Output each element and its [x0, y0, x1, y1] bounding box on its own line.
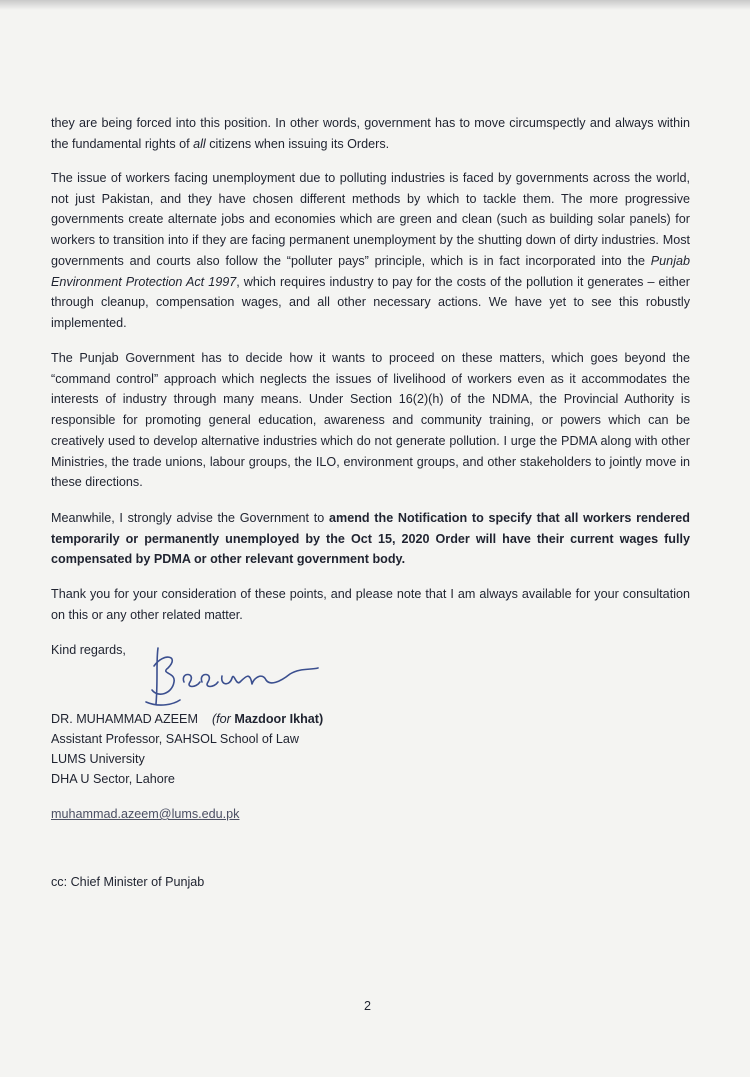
paragraph-advice-bold: amend the Notification to specify that all workers rendered temporarily or permanently unemployed by the Oct 15, 2020 Order will have their current wages fully compensated by PDMA or other relevant government body.	[51, 511, 691, 567]
paragraph-rights	[51, 113, 690, 154]
paragraph-unemployment-text: The issue of workers facing unemployment due to polluting industries is faced by governments across the world, not just Pakistan, and they have chosen different methods by which to tackle them. The more progressive governments create alternate jobs and economies which are green and clean (such as building solar panels) for workers to transition into if they are facing permanent unemployment by the shutting down of dirty industries. Most governments and courts also follow the “polluter pays” principle, which is in fact incorporated into the	[51, 171, 690, 268]
signature-image	[140, 642, 340, 712]
paragraph-rights-text-end: citizens when issuing its Orders.	[205, 136, 390, 151]
paragraph-rights-text: they are being forced into this position. In other words, government has to move circumspectly and always within the fundamental rights of	[51, 116, 690, 151]
signatory-name: DR. MUHAMMAD AZEEM	[51, 712, 198, 726]
page-top-edge	[0, 0, 750, 10]
signatory-address: DHA U Sector, Lahore	[51, 772, 175, 786]
cc-line: cc: Chief Minister of Punjab	[51, 875, 205, 889]
signatory-university: LUMS University	[51, 752, 145, 766]
signatory-for: (for	[211, 712, 231, 726]
page-number: 2	[364, 999, 372, 1013]
paragraph-punjab-government: The Punjab Government has to decide how it wants to proceed on these matters, which goes beyond the “command control” approach which neglects the issues of livelihood of workers even as it accommodates the interests of industry through many means. Under Section 16(2)(h) of the NDMA, the Provincial Authority is responsible for promoting general education, awareness and community training, or powers which can be creatively used to develop alternative industries which do not generate pollution. I urge the PDMA along with other Ministries, the trade unions, labour groups, the ILO, environment groups, and other stakeholders to jointly move in these directions.	[51, 351, 690, 490]
email-link[interactable]: muhammad.azeem@lums.edu.pk	[51, 807, 240, 821]
paragraph-unemployment-text-end: , which requires industry to pay for the costs of the pollution it generates – either through cleanup, compensation wages, and all other necessary actions. We have yet to see this robustly implemented.	[51, 274, 690, 330]
signatory-org: Mazdoor Ikhat)	[234, 712, 324, 726]
paragraph-advice-text: Meanwhile, I strongly advise the Government to	[51, 511, 329, 525]
paragraph-rights-italic: all	[193, 136, 206, 151]
paragraph-unemployment	[51, 168, 690, 334]
act-title-italic: Punjab Environment Protection Act 1997	[51, 253, 690, 289]
paragraph-advice	[51, 508, 690, 570]
signatory-line	[51, 709, 323, 729]
paragraph-thanks: Thank you for your consideration of these points, and please note that I am always available for your consultation on this or any other related matter.	[51, 587, 690, 622]
salutation: Kind regards,	[51, 643, 126, 657]
signatory-title: Assistant Professor, SAHSOL School of Law	[51, 732, 300, 746]
